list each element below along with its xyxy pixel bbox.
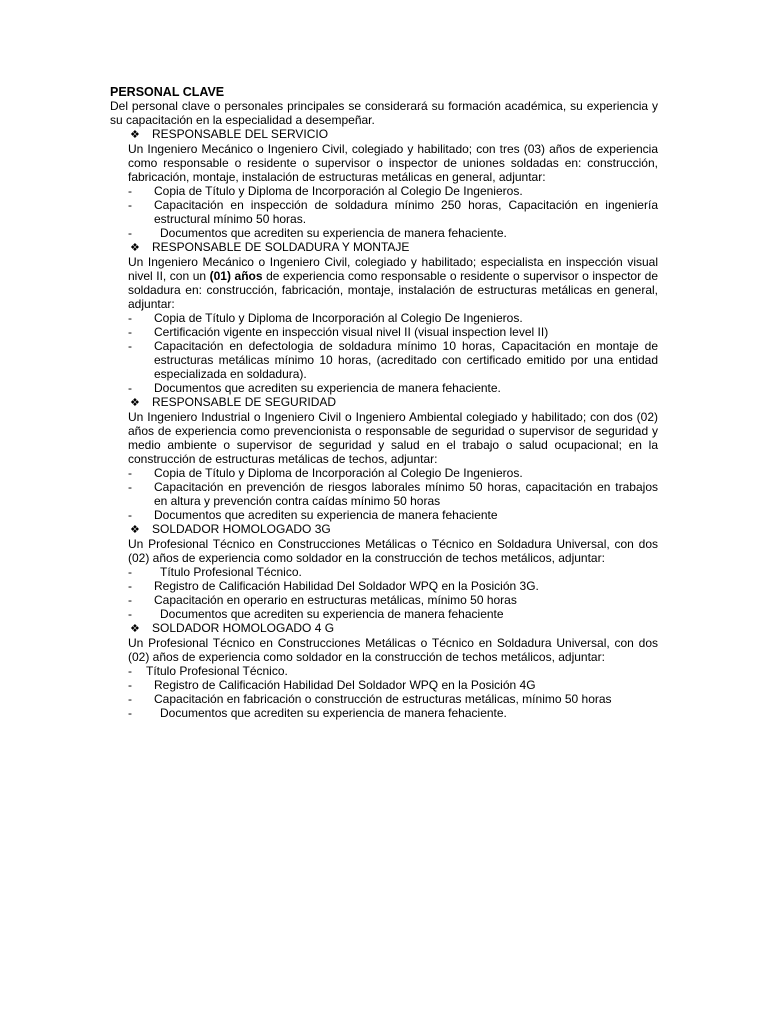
list-item <box>128 579 658 593</box>
list-item-text: Registro de Calificación Habilidad Del Soldador WPQ en la Posición 4G <box>154 678 536 692</box>
heading-text: SOLDADOR HOMOLOGADO 4 G <box>152 621 335 635</box>
heading-text: RESPONSABLE DEL SERVICIO <box>152 127 329 141</box>
list-item <box>128 678 658 692</box>
heading-soldador-3g <box>110 522 658 537</box>
diamond-bullet-icon: ❖ <box>130 397 140 409</box>
list-item-text: Capacitación en inspección de soldadura mínimo 250 horas, Capacitación en ingeniería estructural mínimo 50 horas. <box>154 198 658 226</box>
intro-paragraph: Del personal clave o personales principales se considerará su formación académica, su experiencia y su capacitación en la especialidad a desempeñar. <box>110 99 658 127</box>
list-item-text: Documentos que acrediten su experiencia de manera fehaciente. <box>154 381 501 395</box>
list-dash: - <box>128 198 132 212</box>
heading-text: RESPONSABLE DE SEGURIDAD <box>152 395 337 409</box>
list-dash: - <box>128 692 132 706</box>
list-item <box>128 664 658 678</box>
section-description: Un Profesional Técnico en Construcciones Metálicas o Técnico en Soldadura Universal, con dos (02) años de experiencia como soldador en la construcción de techos metálicos, adjuntar: <box>128 636 658 664</box>
list-item <box>128 692 658 706</box>
list-item <box>128 184 658 198</box>
list-dash: - <box>128 593 132 607</box>
list-dash: - <box>128 339 132 353</box>
list-item-text: Copia de Título y Diploma de Incorporación al Colegio De Ingenieros. <box>154 184 523 198</box>
list-item <box>128 226 658 240</box>
list-item-text: Título Profesional Técnico. <box>160 565 302 579</box>
diamond-bullet-icon: ❖ <box>130 242 140 254</box>
list-item <box>128 466 658 480</box>
description-text: de experiencia como responsable o residente o supervisor o inspector de soldadura en: construcción, fabricación, montaje, instalación de estructuras metálicas en general, adjuntar: <box>128 269 658 311</box>
section-title: PERSONAL CLAVE <box>110 85 225 99</box>
list-dash: - <box>128 678 132 692</box>
heading-responsable-seguridad <box>110 395 658 410</box>
list-dash: - <box>128 226 132 240</box>
list-dash: - <box>128 466 132 480</box>
list-item <box>128 381 658 395</box>
list-item-text: Capacitación en prevención de riesgos laborales mínimo 50 horas, capacitación en trabajos en altura y prevención contra caídas mínimo 50 horas <box>154 480 658 508</box>
diamond-bullet-icon: ❖ <box>130 129 140 141</box>
list-item-text: Capacitación en defectologia de soldadura mínimo 10 horas, Capacitación en montaje de estructuras metálicas mínimo 10 horas, (acreditado con certificado emitido por una entidad especializada en soldadura). <box>154 339 658 381</box>
list-item <box>128 325 658 339</box>
section-description: Un Ingeniero Industrial o Ingeniero Civil o Ingeniero Ambiental colegiado y habilitado; con dos (02) años de experiencia como prevencionista o responsable de seguridad o supervisor de seguridad y medio ambiente o supervisor de seguridad y salud en el trabajo o salud ocupacional; en la construcción de estructuras metálicas de techos, adjuntar: <box>128 410 658 466</box>
list-item-text: Registro de Calificación Habilidad Del Soldador WPQ en la Posición 3G. <box>154 579 539 593</box>
list-item-text: Título Profesional Técnico. <box>146 664 288 678</box>
list-dash: - <box>128 480 132 494</box>
list-dash: - <box>128 184 132 198</box>
list-item <box>128 311 658 325</box>
diamond-bullet-icon: ❖ <box>130 623 140 635</box>
list-item <box>128 198 658 226</box>
list-dash: - <box>128 607 132 621</box>
list-item-text: Certificación vigente en inspección visual nivel II (visual inspection level II) <box>154 325 549 339</box>
list-item <box>128 607 658 621</box>
list-item-text: Documentos que acrediten su experiencia de manera fehaciente <box>160 607 504 621</box>
list-item <box>128 508 658 522</box>
list-dash: - <box>128 565 132 579</box>
list-dash: - <box>128 579 132 593</box>
heading-text: SOLDADOR HOMOLOGADO 3G <box>152 522 331 536</box>
heading-responsable-soldadura <box>110 240 658 255</box>
list-dash: - <box>128 706 132 720</box>
list-item-text: Capacitación en operario en estructuras metálicas, mínimo 50 horas <box>154 593 517 607</box>
list-item-text: Documentos que acrediten su experiencia de manera fehaciente <box>154 508 498 522</box>
description-bold-text: (01) años <box>209 269 263 283</box>
document-content <box>110 85 658 720</box>
list-dash: - <box>128 325 132 339</box>
list-item <box>128 339 658 381</box>
list-item-text: Copia de Título y Diploma de Incorporación al Colegio De Ingenieros. <box>154 466 523 480</box>
list-item <box>128 565 658 579</box>
heading-responsable-servicio <box>110 127 658 142</box>
list-item <box>128 706 658 720</box>
section-description: Un Profesional Técnico en Construcciones Metálicas o Técnico en Soldadura Universal, con dos (02) años de experiencia como soldador en la construcción de techos metálicos, adjuntar: <box>128 537 658 565</box>
list-item-text: Capacitación en fabricación o construcción de estructuras metálicas, mínimo 50 horas <box>154 692 612 706</box>
list-item-text: Documentos que acrediten su experiencia de manera fehaciente. <box>160 226 507 240</box>
description-text: Un Ingeniero Mecánico o Ingeniero Civil, colegiado y habilitado; especialista en inspección visual nivel II, con un <box>128 255 658 283</box>
section-description: Un Ingeniero Mecánico o Ingeniero Civil, colegiado y habilitado; con tres (03) años de experiencia como responsable o residente o supervisor o inspector de uniones soldadas en: construcción, fabricación, montaje, instalación de estructuras metálicas en general, adjuntar: <box>128 142 658 184</box>
list-item <box>128 480 658 508</box>
heading-soldador-4g <box>110 621 658 636</box>
list-dash: - <box>128 381 132 395</box>
heading-text: RESPONSABLE DE SOLDADURA Y MONTAJE <box>152 240 410 254</box>
list-dash: - <box>128 311 132 325</box>
list-item-text: Documentos que acrediten su experiencia de manera fehaciente. <box>160 706 507 720</box>
list-item <box>128 593 658 607</box>
list-item-text: Copia de Título y Diploma de Incorporación al Colegio De Ingenieros. <box>154 311 523 325</box>
section-description <box>128 255 658 311</box>
list-dash: - <box>128 664 132 678</box>
list-dash: - <box>128 508 132 522</box>
diamond-bullet-icon: ❖ <box>130 524 140 536</box>
